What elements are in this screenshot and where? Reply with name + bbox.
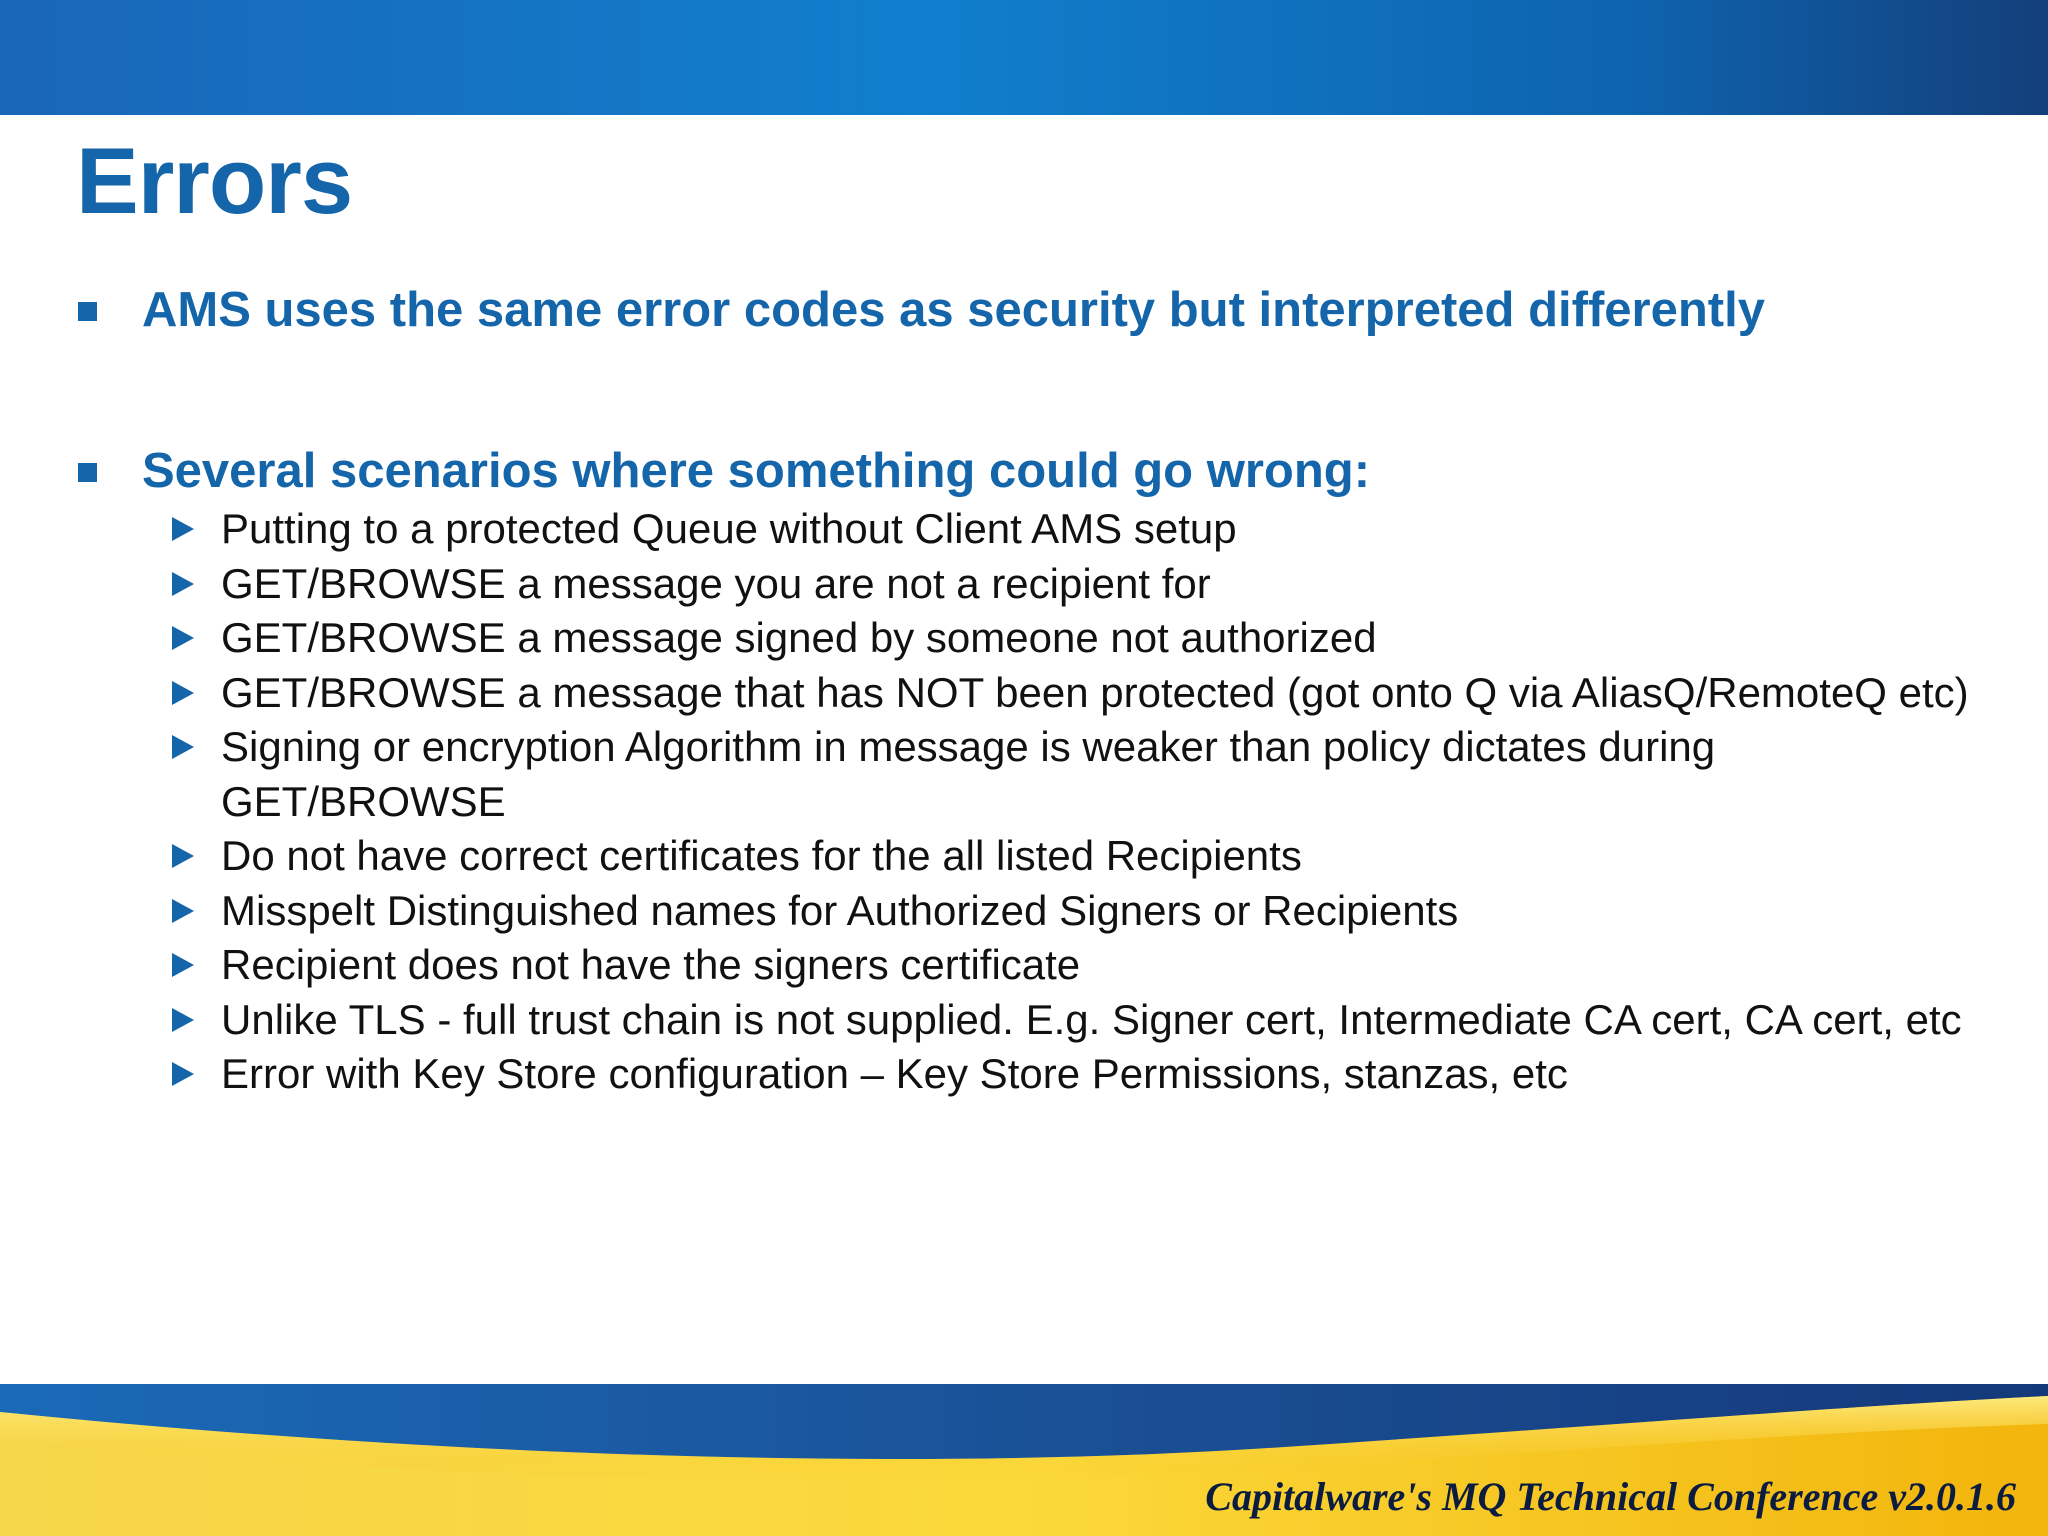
conference-label: Capitalware's MQ Technical Conference v2.0.1.6 [1205, 1474, 2016, 1519]
list-item: Do not have correct certificates for the all listed Recipients [172, 829, 2002, 884]
list-item: Recipient does not have the signers certificate [172, 938, 2002, 993]
bullet-text: AMS uses the same error codes as security but interpreted differently [142, 283, 1765, 337]
square-bullet-icon [78, 463, 97, 482]
slide-title: Errors [76, 128, 353, 233]
triangle-bullet-icon [172, 681, 194, 705]
bullet-item [78, 439, 1978, 503]
bullet-text: Several scenarios where something could go wrong: [142, 444, 1371, 498]
scenario-list [172, 502, 2002, 1102]
list-item: Unlike TLS - full trust chain is not supplied. E.g. Signer cert, Intermediate CA cert, CA cert, etc [172, 993, 2002, 1048]
triangle-bullet-icon [172, 953, 194, 977]
list-item: Putting to a protected Queue without Client AMS setup [172, 502, 2002, 557]
header-band [0, 0, 2048, 115]
triangle-bullet-icon [172, 517, 194, 541]
list-item: Signing or encryption Algorithm in message is weaker than policy dictates during GET/BROWSE [172, 720, 2002, 829]
list-item: Error with Key Store configuration – Key Store Permissions, stanzas, etc [172, 1047, 2002, 1102]
list-item: GET/BROWSE a message that has NOT been protected (got onto Q via AliasQ/RemoteQ etc) [172, 666, 2002, 721]
bullet-item [78, 278, 1978, 342]
footer-band [0, 1384, 2048, 1536]
square-bullet-icon [78, 302, 97, 321]
triangle-bullet-icon [172, 1062, 194, 1086]
triangle-bullet-icon [172, 1008, 194, 1032]
triangle-bullet-icon [172, 899, 194, 923]
list-item: GET/BROWSE a message signed by someone not authorized [172, 611, 2002, 666]
triangle-bullet-icon [172, 626, 194, 650]
list-item: Misspelt Distinguished names for Authorized Signers or Recipients [172, 884, 2002, 939]
list-item: GET/BROWSE a message you are not a recipient for [172, 557, 2002, 612]
triangle-bullet-icon [172, 572, 194, 596]
triangle-bullet-icon [172, 844, 194, 868]
triangle-bullet-icon [172, 735, 194, 759]
